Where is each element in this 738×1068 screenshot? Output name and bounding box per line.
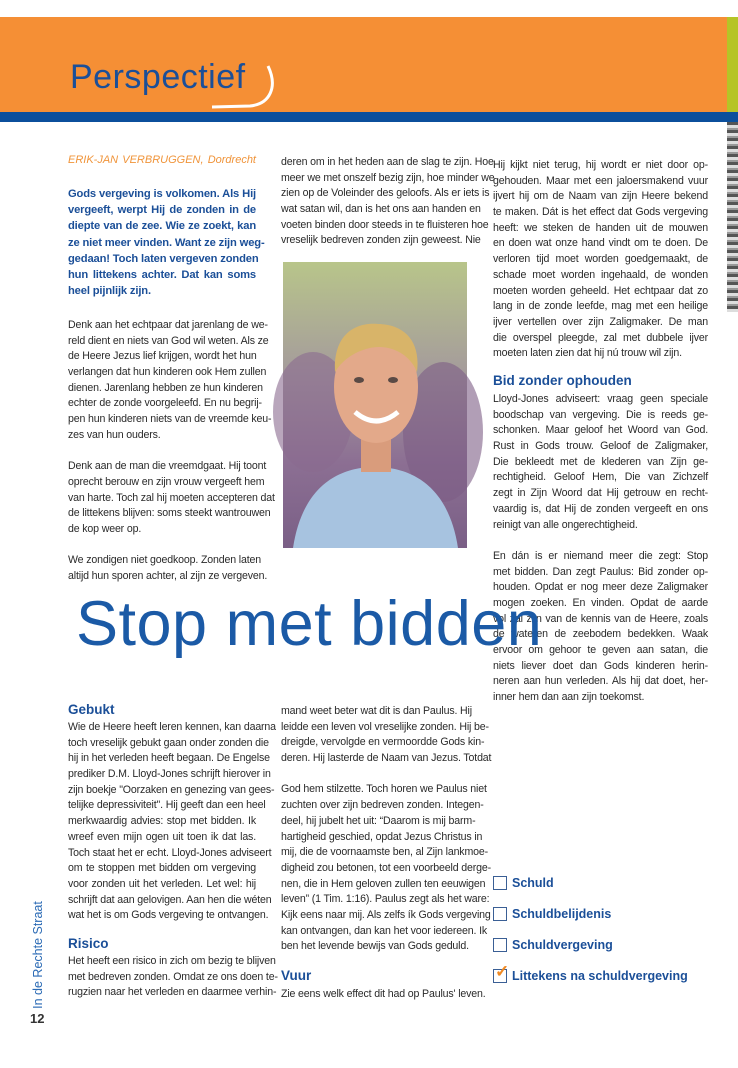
text-line: kan ontvangen, dan kan het voor iedereen. Ik [281,924,488,937]
text-line: zien op de Voleinder des geloofs. Als er iets is [281,187,490,200]
text-line: zegt in Zijn Woord dat Hij getrouw en recht- [493,487,708,500]
text-line: toch vreselijk gebukt gaan onder zonden die [68,736,269,749]
checklist-item-checked [493,962,688,983]
byline: ERIK-JAN VERBRUGGEN, Dordrecht [68,154,256,166]
text-line: Gods vergeving is volkomen. Als Hij [68,188,256,200]
checklist-label: Schuld [512,876,554,890]
text-line: om te stoppen met bidden om vergeving [68,862,256,875]
portrait-illustration [283,262,467,548]
text-line: dienen. Jarenlang hebben ze hun kinderen [68,381,263,394]
text-line: altijd hun sporen achter, al zijn ze vergeven. [68,570,268,582]
paragraph-gap [281,767,468,783]
text-line: ze niet meer vinden. Want ze zijn weg- [68,236,265,249]
text-line: wat het is om Gods vergeving te ontvangen. [68,909,269,922]
checkbox-icon [493,938,507,952]
author-photo [283,262,467,548]
text-line: voor zonden uit het verleden. Let wel: hij [68,877,256,890]
text-line: echter de zonde voorgeleefd. En nu begrij- [68,397,262,410]
checkbox-icon [493,907,507,921]
text-line: de Heere Jezus lief krijgen, wordt het hun [68,350,257,363]
text-line: wat satan wil, dan is het ons aan handen en [281,203,481,216]
text-line: merkwaardig advies: stop met bidden. Ik [68,815,256,828]
text-line: reld dient en niets van God wil weten. Als ze [68,334,269,347]
page-number: 12 [30,1011,45,1026]
text-line: Toch staat het er echt. Lloyd-Jones adviseert [68,846,272,859]
body-column-1 [68,318,275,585]
text-line: vol zal zijn van de kennis van de Heere, zoals [493,612,708,625]
text-line: schade moet worden ingehaald, de wonden [493,268,708,281]
text-line: meer we met onszelf bezig zijn, hoe minder we [281,171,495,184]
text-line: reinigt van alle ongerechtigheid. [493,518,638,531]
text-line: schonken. Maar geloof het Woord van God. [493,424,708,437]
text-line: lang in de zonde leefde, mag met een heilige [493,300,708,313]
body-risico [68,954,278,1001]
text-line: prediker D.M. Lloyd-Jones schrijft hierover in [68,768,271,781]
text-line: Zie eens welk effect dit had op Paulus' leven. [281,988,486,1000]
text-line: met bedreven zonden. Omdat ze ons doen te- [68,970,278,983]
checklist-label: Littekens na schuldvergeving [512,969,688,983]
text-line: gehouden. Maar met een jaloersmakend vuur [493,174,708,187]
paragraph-gap [493,533,708,549]
text-line: Rust in Gods trouw. Geloof de Zaligmaker, [493,440,708,453]
text-line: deren om in het heden aan de slag te zijn. Hoe [281,156,494,168]
subheading-vuur: Vuur [281,968,312,983]
edge-photo-strip [727,122,738,312]
text-line: mogen zoeken. En vinden. Opdat de aarde [493,596,708,609]
lead-paragraph [68,186,265,299]
text-line: nen, die in Hem geloven zullen ten eeuwigen [281,877,486,890]
text-line: Kijk eens naar mij. Als zelfs ík Gods vergeving [281,908,491,921]
text-line: moeten worden geheeld. Het echtpaar dat zo [493,284,708,297]
text-line: vreselijk bedreven zonden zijn geweest. Nie [281,234,481,247]
text-line: diepte van de zee. Wie ze zoekt, kan [68,220,256,233]
text-line: deren. Hij lasterde de Naam van Jezus. Totdat [281,752,492,765]
paragraph-gap [68,538,256,554]
checklist-item [493,876,554,890]
text-line: En dán is er niemand meer die zegt: Stop [493,549,708,562]
color-tab [727,17,738,112]
text-line: hij in het verleden heeft begaan. De Engelse [68,752,270,765]
text-line: pen hun kinderen niets van de vreemde keu- [68,413,272,426]
text-line: gedaan! Toch laten vergeven zonden [68,252,259,265]
text-line: Denk aan het echtpaar dat jarenlang de we- [68,319,268,331]
text-line: heel pijnlijk zijn. [68,285,151,298]
text-line: heeft: we steken de handen uit de mouwen [493,221,708,234]
paragraph-gap [68,444,256,460]
text-line: rechtigheid. Geloof Hem, Die van Zichzelf [493,471,708,484]
body-gebukt [68,720,276,924]
text-line: leven” (1 Tim. 1:16). Paulus zegt als het ware: [281,893,490,906]
text-line: dreigde, vervolgde en vermoordde Gods kin- [281,736,485,749]
text-line: moeten laten zien dat hij nú trouw wil zijn. [493,347,682,360]
text-line: Wie de Heere heeft leren kennen, kan daarna [68,721,276,733]
checkbox-icon [493,876,507,890]
swoosh-logo-mark [200,62,280,112]
body-vuur [281,987,486,1003]
text-line: zijn boekje "Oorzaken en genezing van gees- [68,783,275,796]
subheading-risico: Risico [68,936,109,951]
checkmark-icon: ✓ [495,962,510,981]
text-line: deel, hij jubelt het uit: “Daarom is mij barm- [281,814,476,827]
text-line: mand weet beter wat dit is dan Paulus. Hij [281,705,472,717]
subheading-bid-zonder-ophouden: Bid zonder ophouden [493,373,632,388]
text-line: oprecht berouw en zijn vrouw vergeeft hem [68,475,265,488]
text-line: zuchten over zijn bedreven zonden. Integen- [281,799,484,812]
article-title: Stop met bidden [76,589,543,659]
text-line: God hem stilzette. Toch horen we Paulus niet [281,783,487,796]
text-line: schrijft dat aan gelovigen. Aan hen die wéten [68,893,272,906]
text-line: boodschap van vergeving. Die is reeds ge- [493,408,708,421]
text-line: inner hem dan aan zijn toekomst. [493,691,645,704]
text-line: niets liever doet dan Gods kinderen herin- [493,659,708,672]
body-column-2-bottom [281,704,492,955]
text-line: ijver vertellen over zijn Zaligmaker. De man [493,315,708,328]
text-line: wreef even mijn ogen uit toen ik dat las. [68,830,256,843]
text-line: rugzien naar het verleden en daarmee verhin- [68,986,277,999]
text-line: zes van hun ouders. [68,428,161,441]
text-line: digheid zou betonen, tot een voorbeeld derge- [281,861,491,874]
subheading-gebukt: Gebukt [68,702,115,717]
text-line: neren aan hun verleden. Als hij dat doet, her- [493,675,708,688]
text-line: verloren tijd moet worden goedgemaakt, de [493,253,708,266]
text-line: voeten binden door steeds in te fluisteren hoe [281,218,489,231]
text-line: en doen wat onze hand vindt om te doen. De [493,237,708,250]
checklist-item [493,907,611,921]
text-line: Het heeft een risico in zich om bezig te blijven [68,955,276,967]
text-line: van harte. Toch zal hij moeten accepteren dat [68,491,275,504]
text-line: verlangen dat hun kinderen ook Hem zullen [68,366,267,379]
text-line: mij, die de voornaamste ben, al Zijn lankmoe- [281,846,488,859]
text-line: de littekens blijven: soms steekt wantrouwen [68,507,271,520]
text-line: Lloyd-Jones adviseert: vraag geen speciale [493,393,708,405]
checked-checkbox-icon [493,962,510,983]
text-line: met bidden. Dan zegt Paulus: Bid zonder op- [493,565,708,578]
text-line: hun littekens achter. Dat kan soms [68,268,256,281]
text-line: telijke depressiviteit". Hij geeft dan een heel [68,799,266,812]
text-line: Hij kijkt niet terug, hij wordt er niet door op- [493,159,708,171]
text-line: ben het levende bewijs van Gods geduld. [281,940,469,953]
body-column-2-top [281,155,495,249]
text-line: vaardig is, dat Hij de zonden vergeeft en ons [493,502,708,515]
checklist-item [493,938,613,952]
text-line: ervoor om gehoor te geven aan satan, die [493,644,708,656]
checklist-label: Schuldvergeving [512,938,613,952]
checklist-label: Schuldbelijdenis [512,907,612,921]
text-line: ijvert hij om de Naam van zijn Heere bekend [493,190,708,203]
text-line: leidde een leven vol vreselijke zonden. Hij be- [281,720,489,733]
text-line: hartigheid geschied, opdat Jezus Christus in [281,830,483,843]
text-line: de wateren de zeebodem bedekken. Waak [493,628,708,641]
text-line: die overspel pleegde, zal met dubbele ijver [493,331,708,344]
text-line: de kop weer op. [68,522,142,535]
text-line: te maken. Dát is het effect dat Gods vergeving [493,206,708,219]
magazine-name: In de Rechte Straat [31,901,45,1009]
text-line: Die bekleedt met de klederen van Zijn ge- [493,455,708,468]
text-line: houden. Opdat er nog meer deze Zaligmaker [493,581,708,594]
section-title: Perspectief [70,58,246,96]
text-line: We zondigen niet goedkoop. Zonden laten [68,554,262,567]
text-line: Denk aan de man die vreemdgaat. Hij toont [68,460,267,473]
body-column-3-top [493,158,708,362]
text-line: vergeeft, werpt Hij de zonden in de [68,204,256,217]
header-rule [0,112,738,122]
